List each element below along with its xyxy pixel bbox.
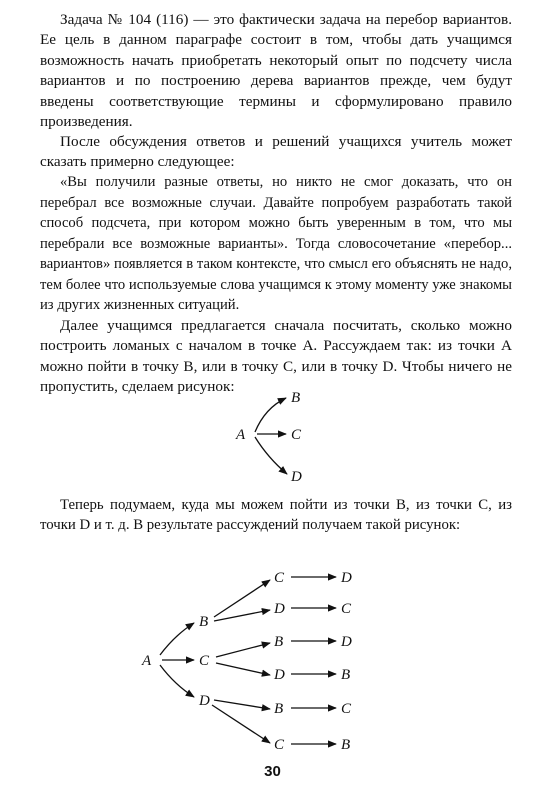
tree2-edge-a-b: [160, 623, 194, 655]
paragraph-discussion: После обсуждения ответов и решений учащихся учитель может сказать примерно следующее:: [40, 133, 512, 171]
variants-tree-level-1: [0, 380, 545, 490]
tree1-node-root: A: [236, 427, 246, 443]
tree2-node-root: A: [142, 653, 152, 669]
tree2-edge-a-d: [160, 665, 194, 697]
tree2-edge-c-d: [216, 663, 270, 675]
variants-tree-full: [0, 555, 545, 755]
tree2-l3-node-1: D: [341, 570, 352, 586]
tree2-l1-node-2: C: [199, 653, 210, 669]
tree2-l3-node-3: D: [341, 634, 352, 650]
paragraph-full-tree: Теперь подумаем, куда мы можем пойти из точки B, из точки C, из точки D и т. д. В результате рассуждений получаем такой рисунок:: [40, 497, 512, 534]
paragraph-task-104: Задача № 104 (116) — это фактически задача на перебор вариантов. Ее цель в данном параграфе состоит в том, чтобы дать учащимся возможность начать приобретать некоторый опыт по подсчету числа вариантов и по построению дерева вариантов прежде, чем будут введены соответствующие термины и сформулировано правило произведения.: [40, 11, 512, 131]
tree2-l2-node-5: B: [274, 701, 284, 717]
tree2-edge-d-c: [212, 705, 270, 743]
tree2-l2-node-4: D: [274, 667, 285, 683]
tree2-l3-node-2: C: [341, 601, 352, 617]
tree2-l3-node-5: C: [341, 701, 352, 717]
tree2-l1-node-1: B: [199, 614, 209, 630]
tree2-edge-c-b: [216, 643, 270, 657]
tree2-l2-node-2: D: [274, 601, 285, 617]
tree2-l3-node-6: B: [341, 737, 351, 753]
tree1-edge-3: [255, 437, 287, 474]
tree2-edge-d-b: [214, 700, 270, 709]
paragraph-teacher-quote: «Вы получили разные ответы, но никто не смог доказать, что он перебрал все возможные случаи. Давайте попробуем разработать такой способ подсчета, при котором можно быть уверенным в том, что мы перебрали все возможные варианты». Тогда словосочетание «перебор... вариантов» появляется в таком контексте, что смысл его объяснять не надо, тем более что используемые слова учащимся к этому моменту уже знакомы из других жизненных ситуаций.: [40, 174, 512, 313]
tree1-edge-1: [255, 398, 286, 432]
page-number: 30: [264, 763, 281, 780]
tree1-node-2: C: [291, 427, 302, 443]
tree1-node-3: D: [291, 469, 302, 485]
tree2-l2-node-3: B: [274, 634, 284, 650]
paragraph-polylines: Далее учащимся предлагается сначала посчитать, сколько можно построить ломаных с началом в точке A. Рассуждаем так: из точки A можно пойти в точку B, или в точку C, или в точку D. Чтобы ничего не пропустить, сделаем рисунок:: [40, 317, 512, 396]
tree2-l1-node-3: D: [199, 693, 210, 709]
tree1-node-1: B: [291, 390, 301, 406]
tree2-l2-node-1: C: [274, 570, 285, 586]
tree2-l2-node-6: C: [274, 737, 285, 753]
tree2-l3-node-4: B: [341, 667, 351, 683]
